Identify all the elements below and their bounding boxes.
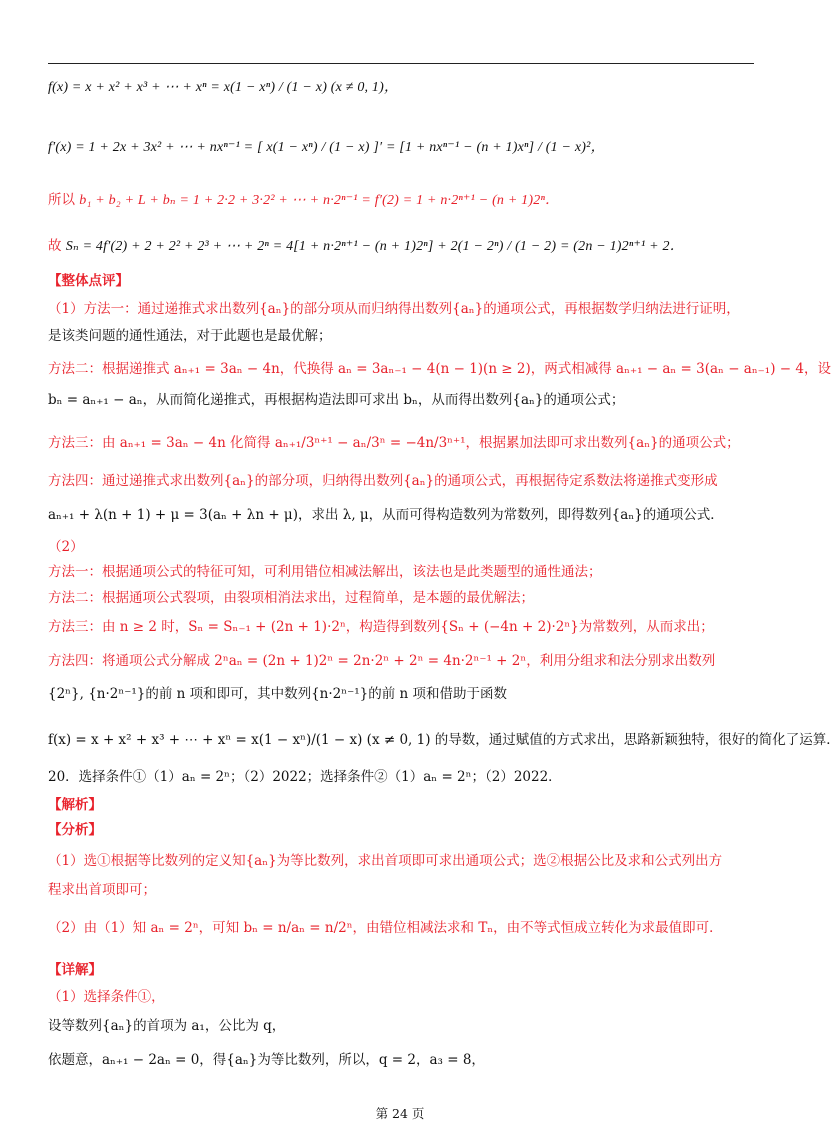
overall-comment-heading: 【整体点评】: [48, 273, 129, 289]
header-rule: [48, 63, 754, 64]
comment-line: bₙ = aₙ₊₁ − aₙ，从而简化递推式，再根据构造法即可求出 bₙ，从而得出数列{aₙ}的通项公式；: [48, 392, 625, 408]
formula-b-sum: b₁ + b₂ + L + bₙ = 1 + 2·2 + 3·2² + ⋯ + n·2ⁿ⁻¹ = f′(2) = 1 + n·2ⁿ⁺¹ − (n + 1)2ⁿ．: [79, 193, 560, 208]
comment-line: 方法一：根据通项公式的特征可知，可利用错位相减法解出，该法也是此类题型的通性通法；: [48, 564, 602, 580]
formula-s-row: [48, 236, 760, 257]
comment-line: 方法三：由 n ≥ 2 时，Sₙ = Sₙ₋₁ + (2n + 1)·2ⁿ，构造得到数列{Sₙ + (−4n + 2)·2ⁿ}为常数列，从而求出；: [48, 619, 714, 635]
detail-heading: 【详解】: [48, 962, 102, 978]
detail-line: 设等数列{aₙ}的首项为 a₁，公比为 q，: [48, 1018, 286, 1034]
comment-line: 方法三：由 aₙ₊₁ = 3aₙ − 4n 化简得 aₙ₊₁/3ⁿ⁺¹ − aₙ/3ⁿ = −4n/3ⁿ⁺¹，根据累加法即可求出数列{aₙ}的通项公式；: [48, 435, 740, 451]
comment-line: 是该类问题的通性通法，对于此题也是最优解；: [48, 328, 332, 344]
analysis-line: （1）选①根据等比数列的定义知{aₙ}为等比数列，求出首项即可求出通项公式；选②根据公比及求和公式列出方: [48, 853, 723, 869]
formula-b-sum-row: [48, 190, 760, 211]
page-number: 第 24 页: [375, 1106, 425, 1121]
comment-line: 方法二：根据通项公式裂项，由裂项相消法求出，过程简单，是本题的最优解法；: [48, 590, 534, 606]
solution-heading: 【解析】: [48, 797, 102, 813]
formula-s: Sₙ = 4f′(2) + 2 + 2² + 2³ + ⋯ + 2ⁿ = 4[1 + n·2ⁿ⁺¹ − (n + 1)2ⁿ] + 2(1 − 2ⁿ) / (1 − 2) = (2n − 1)2ⁿ⁺¹ + 2．: [65, 239, 684, 254]
therefore-label: 故: [48, 238, 62, 254]
comment-line: 方法四：将通项公式分解成 2ⁿaₙ = (2n + 1)2ⁿ = 2n·2ⁿ + 2ⁿ = 4n·2ⁿ⁻¹ + 2ⁿ，利用分组求和法分别求出数列: [48, 653, 716, 669]
formula-f-definition: f(x) = x + x² + x³ + ⋯ + xⁿ = x(1 − xⁿ) / (1 − x) (x ≠ 0, 1)，: [48, 80, 399, 95]
formula-f-derivative: f′(x) = 1 + 2x + 3x² + ⋯ + nxⁿ⁻¹ = [ x(1 − xⁿ) / (1 − x) ]′ = [1 + nxⁿ⁻¹ − (n + 1)xⁿ] / (1 − x)²，: [48, 140, 605, 155]
detail-line: 依题意，aₙ₊₁ − 2aₙ = 0，得{aₙ}为等比数列，所以，q = 2，a₃ = 8，: [48, 1052, 485, 1068]
detail-line: （1）选择条件①，: [48, 989, 165, 1005]
comment-line: （2）: [48, 539, 84, 555]
comment-line: 方法二：根据递推式 aₙ₊₁ = 3aₙ − 4n，代换得 aₙ = 3aₙ₋₁ − 4(n − 1)(n ≥ 2)，两式相减得 aₙ₊₁ − aₙ = 3(aₙ − aₙ₋₁) − 4，设: [48, 361, 831, 377]
question-20-answer: 20．选择条件①（1）aₙ = 2ⁿ；（2）2022；选择条件②（1）aₙ = 2ⁿ；（2）2022．: [48, 769, 562, 785]
comment-line: f(x) = x + x² + x³ + ⋯ + xⁿ = x(1 − xⁿ)/(1 − x) (x ≠ 0, 1) 的导数，通过赋值的方式求出，思路新颖独特，很好的简化了运算．: [48, 732, 840, 748]
comment-line: aₙ₊₁ + λ(n + 1) + μ = 3(aₙ + λn + μ)，求出 λ, μ，从而可得构造数列为常数列，即得数列{aₙ}的通项公式．: [48, 507, 724, 523]
so-label: 所以: [48, 192, 75, 208]
analysis-heading: 【分析】: [48, 822, 102, 838]
comment-line: {2ⁿ}, {n·2ⁿ⁻¹}的前 n 项和即可，其中数列{n·2ⁿ⁻¹}的前 n 项和借助于函数: [48, 686, 508, 702]
analysis-line: （2）由（1）知 aₙ = 2ⁿ，可知 bₙ = n/aₙ = n/2ⁿ，由错位相减法求和 Tₙ，由不等式恒成立转化为求最值即可．: [48, 920, 723, 936]
comment-line: 方法四：通过递推式求出数列{aₙ}的部分项，归纳得出数列{aₙ}的通项公式，再根据待定系数法将递推式变形成: [48, 473, 718, 489]
analysis-line: 程求出首项即可；: [48, 882, 156, 898]
comment-line: （1）方法一：通过递推式求出数列{aₙ}的部分项从而归纳得出数列{aₙ}的通项公式，再根据数学归纳法进行证明，: [48, 301, 740, 317]
